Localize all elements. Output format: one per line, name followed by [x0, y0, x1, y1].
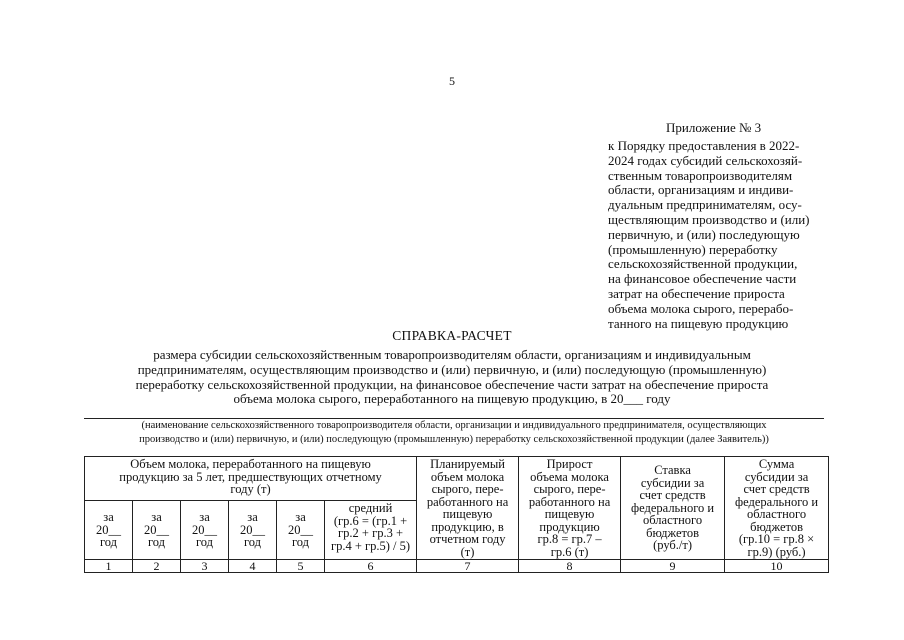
column-number: 1	[85, 560, 133, 573]
header-line: за	[103, 510, 114, 525]
header-line: за	[295, 510, 306, 525]
header-line: бюджетов	[646, 525, 699, 540]
caption-line: (наименование сельскохозяйственного товаропроизводителя области, организации и индивидуального предпринимателя, осуществляющих	[141, 420, 767, 431]
header-line: счет средств	[639, 488, 706, 503]
subtitle-line: размера субсидии сельскохозяйственным товаропроизводителям области, организациям и индивидуальным	[153, 347, 751, 362]
appendix-title: Приложение № 3	[666, 120, 762, 135]
header-line: (гр.10 = гр.8 ×	[738, 532, 815, 546]
subtitle-line: переработку сельскохозяйственной продукции, на финансовое обеспечение части затрат на обеспечение прироста	[135, 376, 769, 392]
appendix-line: первичную, и (или) последующую	[608, 226, 800, 242]
header-line: за	[151, 510, 162, 525]
appendix-line: затрат на обеспечение прироста	[608, 285, 785, 301]
header-line: 20__	[240, 522, 265, 537]
header-line: пищевую	[442, 507, 493, 521]
header-line: 20__	[288, 522, 313, 537]
header-line: 20__	[144, 522, 169, 537]
header-line: 20__	[192, 522, 217, 537]
column-number: 8	[519, 560, 621, 573]
applicant-name-caption	[84, 419, 824, 446]
appendix-line: дуальным предпринимателям, осу-	[608, 197, 802, 213]
average-column-header	[325, 501, 417, 560]
appendix-line: ственным товаропроизводителям	[608, 167, 793, 183]
appendix-line: на финансовое обеспечение части	[608, 271, 797, 287]
year-column-header	[85, 501, 133, 560]
header-line: (гр.6 = (гр.1 +	[333, 513, 408, 528]
header-line: году (т)	[230, 482, 271, 496]
header-line: субсидии за	[744, 469, 809, 484]
year-column-header	[181, 501, 229, 560]
page-number: 5	[449, 74, 455, 88]
header-line: гр.9) (руб.)	[747, 544, 806, 559]
caption-line: производство и (или) первичную, и (или) последующую (промышленную) переработку сельскохозяйственной продукции (далее Заявитель))	[139, 433, 769, 445]
header-line: федерального и	[631, 500, 715, 515]
volume-group-header	[85, 457, 417, 501]
planned-volume-header	[417, 457, 519, 560]
appendix-text	[608, 139, 838, 331]
column-number: 10	[725, 560, 829, 573]
header-line: работанного на	[426, 494, 509, 509]
column-number: 9	[621, 560, 725, 573]
subtitle-line: предпринимателям, осуществляющим производство и (или) первичную, и (или) последующую (промышленную)	[137, 361, 767, 377]
document-title: СПРАВКА-РАСЧЕТ	[392, 328, 512, 343]
calculation-table	[84, 456, 829, 573]
header-line: отчетном году	[429, 532, 506, 546]
header-line: сырого, пере-	[533, 482, 606, 496]
header-line: 20__	[96, 522, 121, 537]
header-line: год	[195, 535, 214, 550]
header-line: Планируемый	[430, 457, 505, 471]
subtitle-line: объема молока сырого, переработанного на пищевую продукцию, в 20___ году	[233, 391, 671, 407]
header-line: Ставка	[654, 463, 691, 478]
column-number: 3	[181, 560, 229, 573]
appendix-line: 2024 годах субсидий сельскохозяй-	[608, 152, 803, 168]
header-line: гр.4 + гр.5) / 5)	[330, 538, 411, 553]
header-line: работанного на	[528, 494, 611, 509]
header-line: год	[291, 535, 310, 550]
header-line: бюджетов	[750, 519, 803, 534]
header-line: гр.8 = гр.7 –	[537, 532, 602, 546]
header-line: продукцию, в	[431, 519, 504, 534]
header-line: Сумма	[758, 457, 795, 471]
header-line: год	[147, 535, 166, 550]
header-line: продукцию за 5 лет, предшествующих отчетному	[119, 469, 382, 484]
header-line: областного	[642, 513, 703, 528]
column-number: 4	[229, 560, 277, 573]
subsidy-rate-header	[621, 457, 725, 560]
document-subtitle	[90, 348, 814, 407]
header-line: областного	[746, 507, 807, 521]
header-line: сырого, пере-	[431, 482, 504, 496]
header-line: продукцию	[539, 519, 600, 534]
growth-volume-header	[519, 457, 621, 560]
header-line: год	[243, 535, 262, 550]
appendix-line: (промышленную) переработку	[608, 241, 778, 257]
header-line: Объем молока, переработанного на пищевую	[130, 457, 371, 471]
appendix-line: области, организациям и индиви-	[608, 182, 794, 198]
header-line: за	[199, 510, 210, 525]
appendix-line: к Порядку предоставления в 2022-	[608, 138, 800, 153]
appendix-line: ществляющим производство и (или)	[608, 211, 810, 227]
header-line: пищевую	[544, 507, 595, 521]
header-line: средний	[348, 501, 393, 516]
header-line: за	[247, 510, 258, 525]
appendix-line: объема молока сырого, перерабо-	[608, 300, 794, 316]
header-line: гр.6 (т)	[550, 544, 589, 559]
column-number: 2	[133, 560, 181, 573]
year-column-header	[229, 501, 277, 560]
header-line: (руб./т)	[653, 538, 692, 553]
header-line: объем молока	[430, 469, 505, 484]
header-line: федерального и	[735, 494, 819, 509]
header-line: гр.2 + гр.3 +	[338, 526, 404, 541]
header-line: субсидии за	[640, 475, 705, 490]
header-line: объема молока	[530, 469, 609, 484]
column-number: 6	[325, 560, 417, 573]
year-column-header	[133, 501, 181, 560]
column-number: 7	[417, 560, 519, 573]
appendix-line: сельскохозяйственной продукции,	[608, 256, 798, 272]
header-line: Прирост	[546, 457, 593, 471]
appendix-line: танного на пищевую продукцию	[608, 315, 789, 331]
subsidy-amount-header	[725, 457, 829, 560]
header-line: год	[99, 535, 118, 550]
header-line: (т)	[460, 544, 475, 559]
year-column-header	[277, 501, 325, 560]
header-line: счет средств	[743, 482, 810, 496]
column-number: 5	[277, 560, 325, 573]
